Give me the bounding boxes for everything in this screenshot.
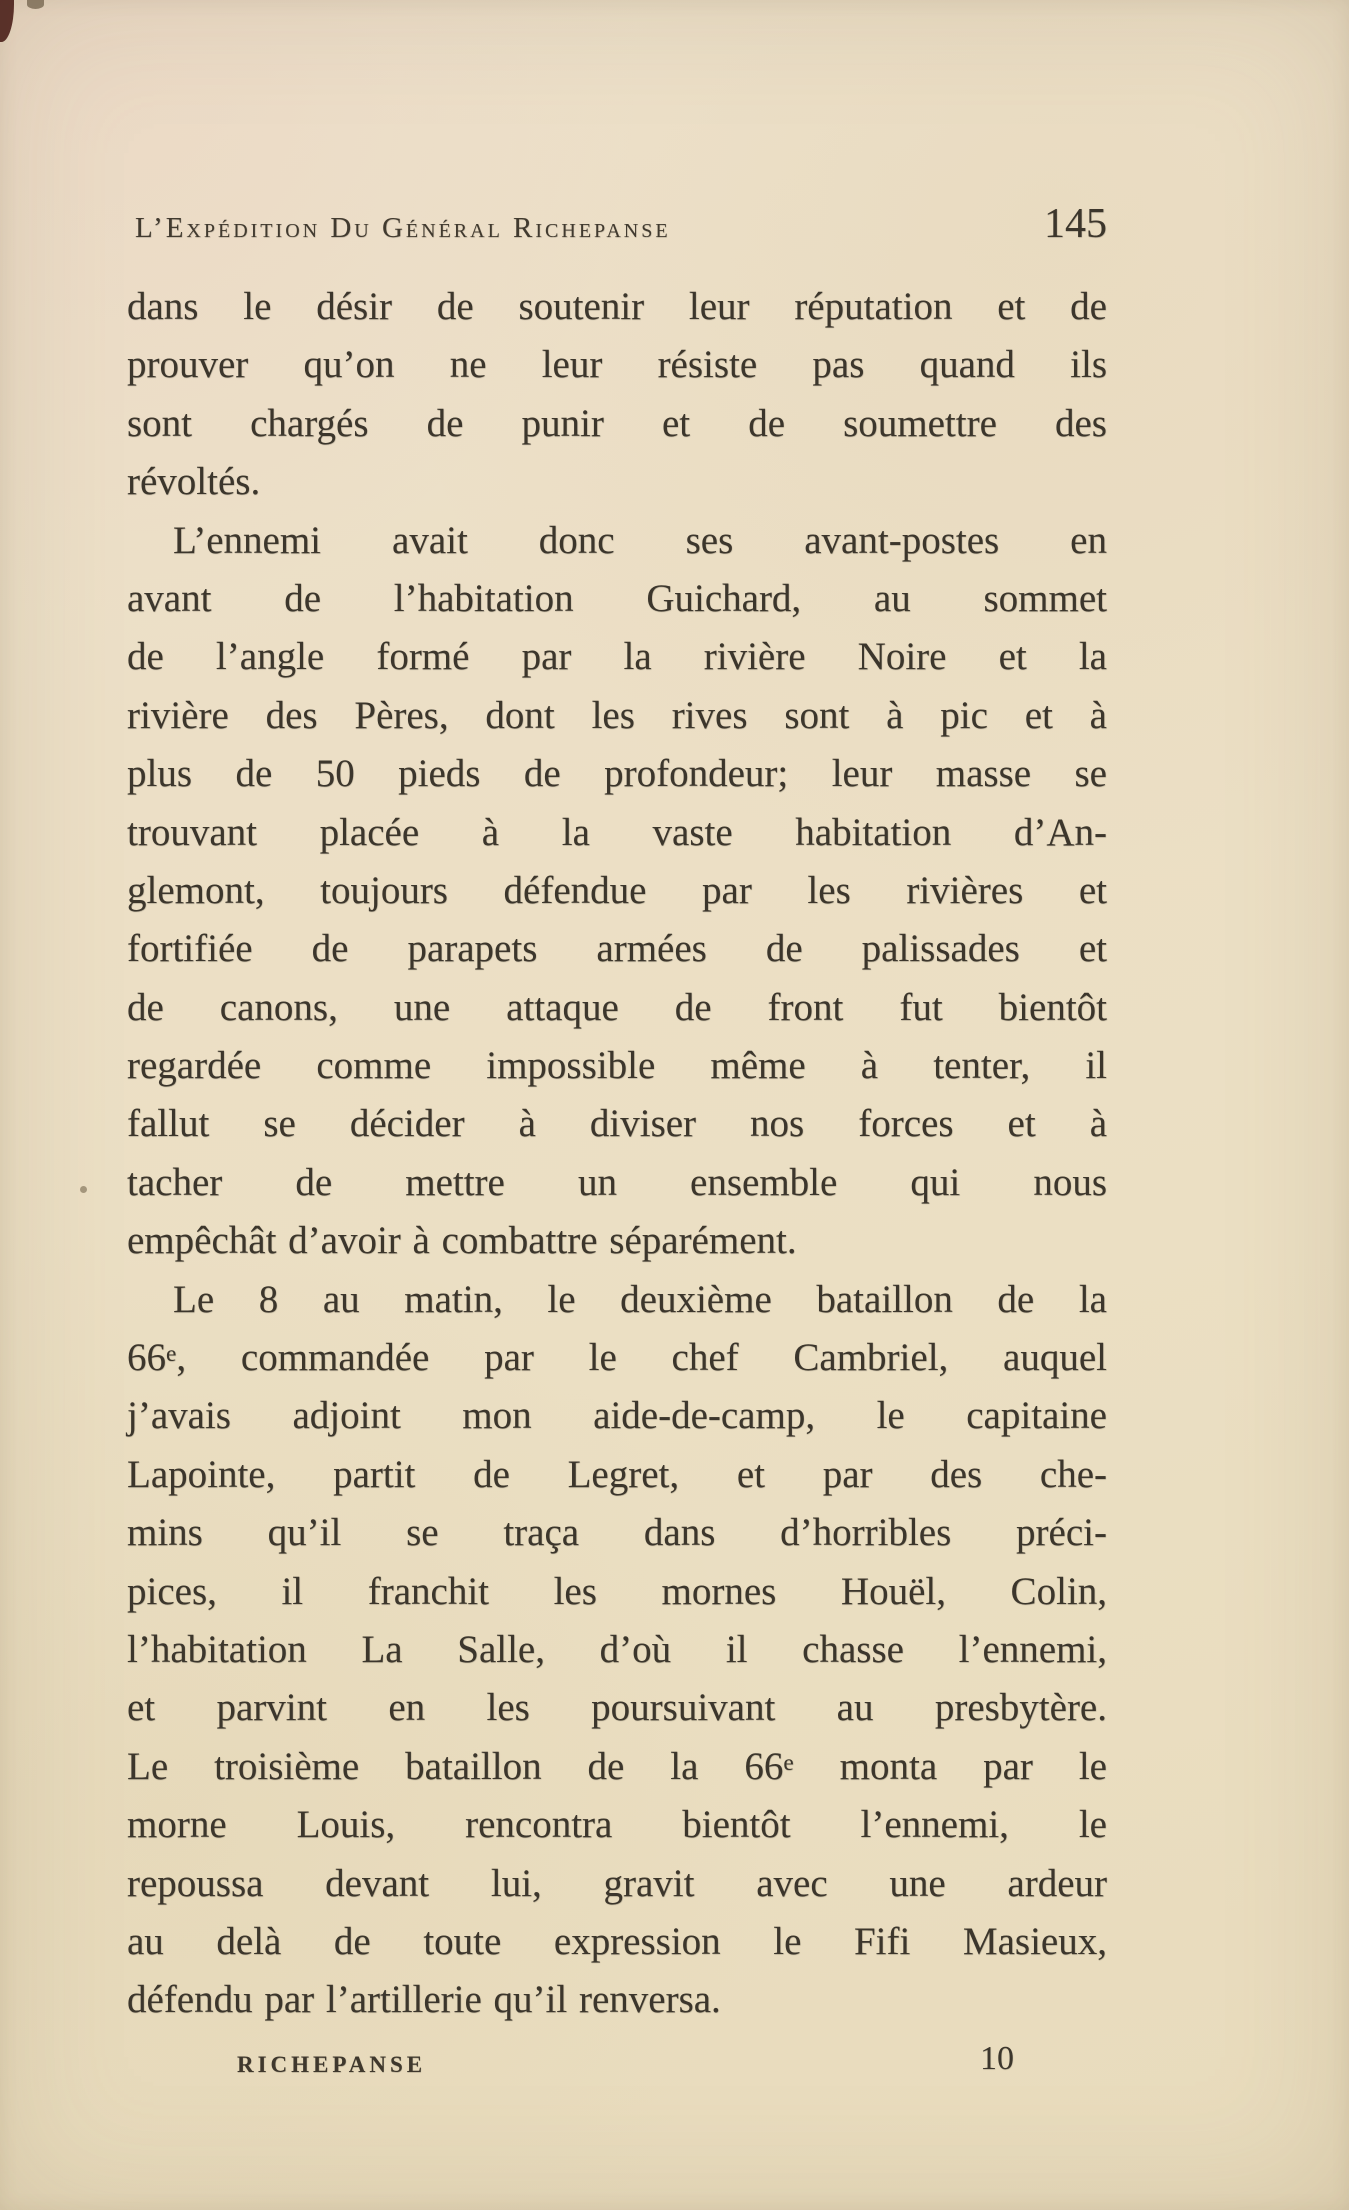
text-line: de canons, une attaque de front fut bientôt <box>127 985 1107 1029</box>
text-line: repoussa devant lui, gravit avec une ardeur <box>127 1861 1107 1905</box>
text-line: 66e, commandée par le chef Cambriel, auquel <box>127 1336 1107 1380</box>
text-line: défendu par l’artillerie qu’il renversa. <box>127 1978 721 2022</box>
text-line: dans le désir de soutenir leur réputation et de <box>127 285 1107 328</box>
body-text <box>127 278 1107 2030</box>
text-line: rivière des Pères, dont les rives sont à pic et à <box>127 693 1107 737</box>
text-line: révoltés. <box>127 460 261 504</box>
text-line: j’avais adjoint mon aide-de-camp, le capitaine <box>127 1394 1107 1438</box>
text-line: Le 8 au matin, le deuxième bataillon de la <box>173 1277 1107 1321</box>
text-line: fortifiée de parapets armées de palissades et <box>127 927 1107 971</box>
text-line: mins qu’il se traça dans d’horribles préci- <box>127 1511 1107 1555</box>
scan-corner-stain-artifact <box>0 0 14 42</box>
text-line: plus de 50 pieds de profondeur; leur masse se <box>127 752 1107 796</box>
text-line: Le troisième bataillon de la 66e monta par le <box>127 1744 1107 1788</box>
scan-edge-speck-artifact <box>27 0 44 9</box>
paragraph <box>127 278 1107 512</box>
text-line: sont chargés de punir et de soumettre des <box>127 401 1107 445</box>
text-line: avant de l’habitation Guichard, au sommet <box>127 576 1107 620</box>
footer-signature-label: RICHEPANSE <box>237 2052 427 2077</box>
page-number: 145 <box>1044 201 1107 247</box>
text-line: fallut se décider à diviser nos forces et à <box>127 1102 1107 1146</box>
text-line: au delà de toute expression le Fifi Masieux, <box>127 1919 1107 1963</box>
paragraph <box>127 512 1107 1271</box>
text-line: Lapointe, partit de Legret, et par des che- <box>127 1452 1107 1496</box>
text-line: trouvant placée à la vaste habitation d’An- <box>127 810 1107 854</box>
text-line: morne Louis, rencontra bientôt l’ennemi, le <box>127 1803 1107 1847</box>
text-line: empêchât d’avoir à combattre séparément. <box>127 1219 797 1263</box>
text-line: l’habitation La Salle, d’où il chasse l’ennemi, <box>127 1627 1107 1671</box>
text-line: tacher de mettre un ensemble qui nous <box>127 1160 1107 1204</box>
text-line: et parvint en les poursuivant au presbytère. <box>127 1686 1107 1730</box>
text-line: prouver qu’on ne leur résiste pas quand ils <box>127 343 1107 387</box>
text-line: pices, il franchit les mornes Houël, Colin, <box>127 1569 1107 1613</box>
page-footer <box>127 2040 1107 2092</box>
margin-ink-dot-artifact <box>80 1186 87 1193</box>
paragraph <box>127 1271 1107 2030</box>
text-line: L’ennemi avait donc ses avant-postes en <box>173 518 1107 562</box>
text-line: glemont, toujours défendue par les rivières et <box>127 868 1107 912</box>
ordinal-superscript: e <box>166 1341 177 1368</box>
ordinal-superscript: e <box>783 1749 794 1776</box>
text-line: de l’angle formé par la rivière Noire et la <box>127 635 1107 679</box>
footer-sheet-number: 10 <box>980 2040 1014 2077</box>
chapter-running-title: L’Expédition Du Général Richepanse <box>135 212 671 244</box>
text-line: regardée comme impossible même à tenter, il <box>127 1044 1107 1088</box>
running-header <box>127 200 1107 248</box>
